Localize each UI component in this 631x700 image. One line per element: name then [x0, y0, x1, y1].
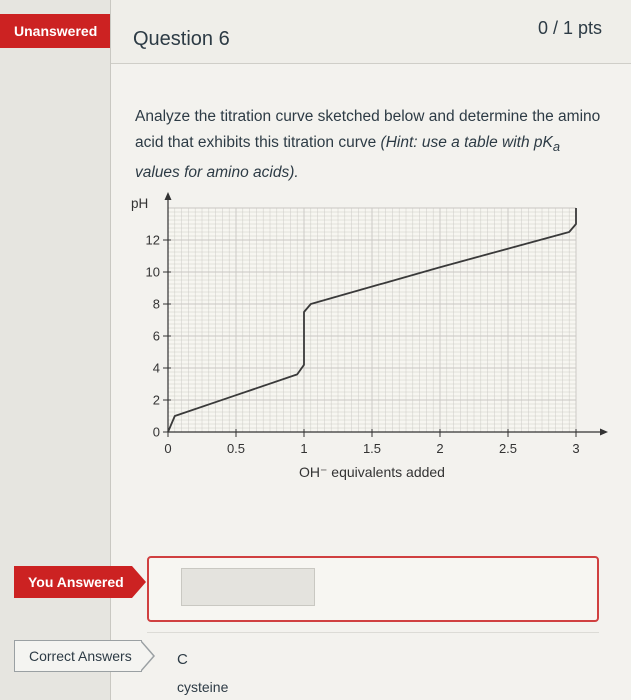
y-tick-label: 10	[145, 264, 160, 280]
question-points: 0 / 1 pts	[537, 18, 602, 38]
you-answered-label: You Answered	[28, 574, 124, 590]
question-card	[110, 0, 631, 700]
hint-post: values for amino acids).	[135, 164, 299, 182]
y-tick-label: 8	[152, 296, 160, 312]
your-answer-box	[147, 556, 599, 622]
your-answer-field[interactable]	[181, 568, 315, 606]
x-axis-arrow	[600, 429, 608, 436]
y-tick-label: 6	[152, 328, 160, 344]
correct-answer-letter: C	[177, 651, 188, 668]
y-tick-label: 2	[152, 392, 160, 408]
correct-answers-badge	[14, 640, 142, 672]
titration-chart-svg	[111, 190, 631, 500]
hint-sub: a	[552, 139, 561, 155]
x-tick-label: 2.5	[498, 441, 518, 456]
question-text	[135, 104, 605, 186]
you-answered-badge	[14, 566, 132, 598]
hint-pre: (Hint: use a table with pK	[380, 134, 553, 151]
x-tick-label: 0	[164, 441, 172, 456]
correct-answers-arrow-fill	[140, 641, 153, 671]
x-tick-label: 3	[572, 441, 580, 456]
x-tick-label: 1.5	[362, 441, 382, 456]
y-axis-arrow	[165, 192, 172, 200]
y-axis-label: pH	[131, 196, 149, 211]
x-tick-label: 0.5	[226, 441, 246, 456]
unanswered-label: Unanswered	[14, 23, 98, 39]
x-tick-label: 2	[436, 441, 444, 456]
y-tick-label: 0	[152, 424, 160, 440]
y-tick-label: 12	[145, 232, 160, 248]
question-header	[111, 0, 631, 64]
titration-chart	[111, 190, 631, 505]
question-text-main: Analyze the titration curve sketched below and determine the amino acid that exhibits this titration curve	[135, 108, 601, 151]
correct-answers-label: Correct Answers	[29, 648, 132, 664]
x-axis-label: OH⁻ equivalents added	[299, 464, 445, 480]
x-tick-label: 1	[300, 441, 308, 456]
correct-answer-area	[147, 632, 599, 700]
y-tick-label: 4	[152, 360, 160, 376]
question-title: Question 6	[133, 28, 230, 50]
correct-answer-name: cysteine	[177, 679, 229, 695]
unanswered-badge	[0, 14, 110, 48]
